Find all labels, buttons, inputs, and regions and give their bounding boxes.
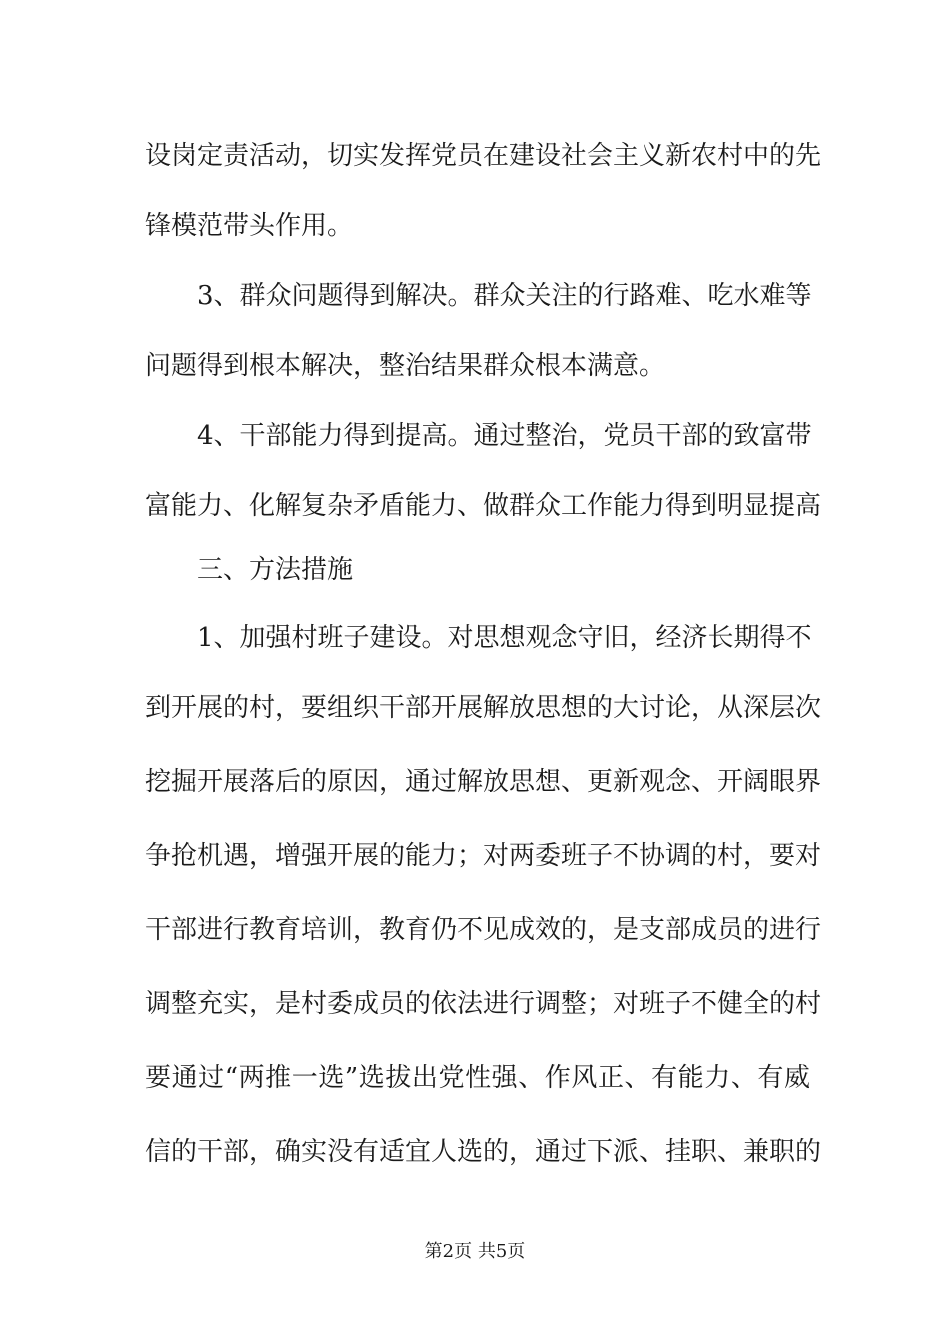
text-line: 4、干部能力得到提高。通过整治，党员干部的致富带: [197, 421, 812, 451]
text-line: 锋模范带头作用。: [145, 211, 354, 241]
text-line: 信的干部，确实没有适宜人选的，通过下派、挂职、兼职的: [145, 1137, 822, 1167]
text-line: 问题得到根本解决，整治结果群众根本满意。: [145, 351, 666, 381]
text-line: 争抢机遇，增强开展的能力；对两委班子不协调的村，要对: [145, 841, 822, 871]
section-heading: 三、方法措施: [197, 555, 354, 585]
text-line: 设岗定责活动，切实发挥党员在建设社会主义新农村中的先: [145, 141, 822, 171]
text-line: 到开展的村，要组织干部开展解放思想的大讨论，从深层次: [145, 693, 822, 723]
text-line: 富能力、化解复杂矛盾能力、做群众工作能力得到明显提高: [145, 491, 822, 521]
text-line: 调整充实，是村委成员的依法进行调整；对班子不健全的村: [145, 989, 822, 1019]
text-line: 挖掘开展落后的原因，通过解放思想、更新观念、开阔眼界: [145, 767, 822, 797]
page-number: 第2页 共5页: [424, 1241, 526, 1262]
text-line: 要通过“两推一选”选拔出党性强、作风正、有能力、有威: [145, 1063, 810, 1093]
text-line: 1、加强村班子建设。对思想观念守旧，经济长期得不: [197, 623, 812, 653]
text-line: 干部进行教育培训，教育仍不见成效的，是支部成员的进行: [145, 915, 822, 945]
text-line: 3、群众问题得到解决。群众关注的行路难、吃水难等: [197, 281, 812, 311]
